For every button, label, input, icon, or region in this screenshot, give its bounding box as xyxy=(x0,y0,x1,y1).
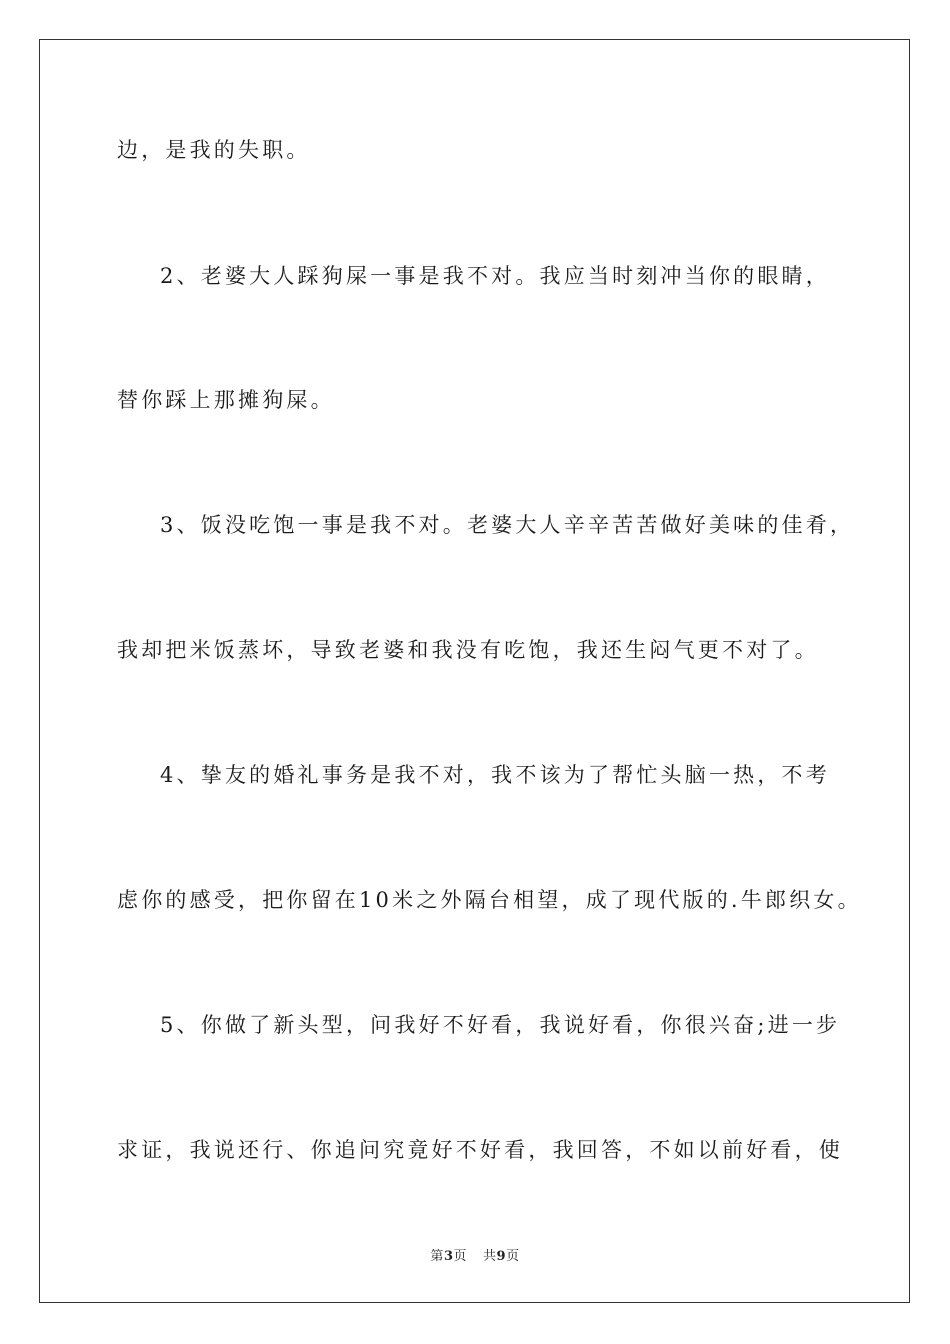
page-footer xyxy=(0,1248,950,1266)
text-line-6: 4、挚友的婚礼事务是我不对，我不该为了帮忙头脑一热，不考 xyxy=(160,763,830,787)
page-label-suffix: 页 xyxy=(453,1249,467,1264)
page-border xyxy=(39,39,910,1303)
text-line-5: 我却把米饭蒸坏，导致老婆和我没有吃饱，我还生闷气更不对了。 xyxy=(117,638,819,662)
current-page-number: 3 xyxy=(443,1249,454,1264)
text-line-9: 求证，我说还行、你追问究竟好不好看，我回答，不如以前好看，使 xyxy=(117,1138,843,1162)
total-label-suffix: 页 xyxy=(506,1249,520,1264)
text-line-4: 3、饭没吃饱一事是我不对。老婆大人辛辛苦苦做好美味的佳肴， xyxy=(160,513,855,537)
total-label-prefix: 共 xyxy=(483,1249,497,1264)
text-line-2: 2、老婆大人踩狗屎一事是我不对。我应当时刻冲当你的眼睛， xyxy=(160,264,830,288)
text-line-7: 虑你的感受，把你留在10米之外隔台相望，成了现代版的.牛郎织女。 xyxy=(117,888,862,912)
total-page-number: 9 xyxy=(496,1249,507,1264)
text-line-8: 5、你做了新头型，问我好不好看，我说好看，你很兴奋;进一步 xyxy=(160,1013,841,1037)
page-label-prefix: 第 xyxy=(430,1249,444,1264)
text-line-3: 替你踩上那摊狗屎。 xyxy=(117,388,335,412)
text-line-1: 边，是我的失职。 xyxy=(117,138,311,162)
